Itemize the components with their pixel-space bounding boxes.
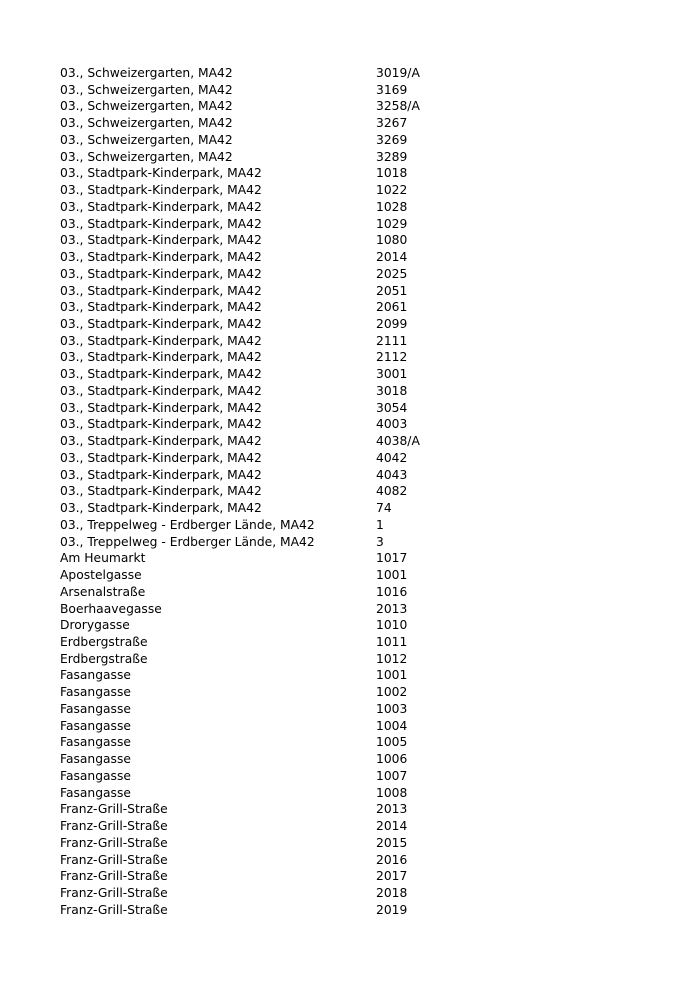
list-row	[60, 567, 660, 584]
location-name: 03., Schweizergarten, MA42	[60, 66, 233, 80]
location-name: 03., Treppelweg - Erdberger Lände, MA42	[60, 517, 315, 532]
location-number: 2014	[376, 819, 408, 834]
list-row	[60, 349, 660, 366]
location-number: 3	[376, 534, 384, 549]
location-name: 03., Schweizergarten, MA42	[60, 149, 233, 164]
list-row	[60, 283, 660, 300]
location-name: 03., Stadtpark-Kinderpark, MA42	[60, 250, 262, 265]
location-number: 2099	[376, 317, 408, 332]
location-name: Franz-Grill-Straße	[60, 902, 168, 917]
list-row	[60, 550, 660, 567]
list-row	[60, 483, 660, 500]
location-name: Fasangasse	[60, 718, 131, 733]
location-name: Boerhaavegasse	[60, 601, 162, 616]
list-row	[60, 751, 660, 768]
list-row	[60, 718, 660, 735]
list-row	[60, 852, 660, 869]
location-number: 4043	[376, 467, 408, 482]
location-number: 1029	[376, 216, 408, 231]
list-row	[60, 584, 660, 601]
location-name: Franz-Grill-Straße	[60, 819, 168, 834]
location-number: 1018	[376, 166, 408, 181]
location-number: 1022	[376, 183, 408, 198]
list-row	[60, 801, 660, 818]
list-row	[60, 517, 660, 534]
location-name: Franz-Grill-Straße	[60, 869, 168, 884]
location-number: 3019/A	[376, 66, 420, 80]
location-number: 2025	[376, 266, 408, 281]
location-name: Fasangasse	[60, 785, 131, 800]
location-name: 03., Stadtpark-Kinderpark, MA42	[60, 216, 262, 231]
list-row	[60, 366, 660, 383]
location-name: 03., Stadtpark-Kinderpark, MA42	[60, 317, 262, 332]
location-number: 2017	[376, 869, 408, 884]
list-row	[60, 416, 660, 433]
list-row	[60, 232, 660, 249]
location-number: 1011	[376, 634, 408, 649]
location-number: 4082	[376, 484, 408, 499]
location-name: 03., Stadtpark-Kinderpark, MA42	[60, 283, 262, 298]
location-number: 3169	[376, 82, 408, 97]
list-row	[60, 132, 660, 149]
list-row	[60, 684, 660, 701]
list-row	[60, 383, 660, 400]
location-number: 2019	[376, 902, 408, 917]
location-number: 4003	[376, 417, 408, 432]
location-number: 1001	[376, 668, 408, 683]
location-name: 03., Schweizergarten, MA42	[60, 116, 233, 131]
location-number: 2051	[376, 283, 408, 298]
location-number: 2013	[376, 601, 408, 616]
list-row	[60, 667, 660, 684]
location-name: Fasangasse	[60, 768, 131, 783]
list-row	[60, 868, 660, 885]
list-row	[60, 316, 660, 333]
location-name: 03., Stadtpark-Kinderpark, MA42	[60, 501, 262, 516]
location-name: Am Heumarkt	[60, 551, 146, 566]
list-row	[60, 785, 660, 802]
location-name: 03., Stadtpark-Kinderpark, MA42	[60, 266, 262, 281]
list-row	[60, 500, 660, 517]
list-row	[60, 333, 660, 350]
location-name: 03., Stadtpark-Kinderpark, MA42	[60, 233, 262, 248]
location-name: Fasangasse	[60, 685, 131, 700]
location-name: 03., Schweizergarten, MA42	[60, 99, 233, 114]
location-number: 2015	[376, 835, 408, 850]
location-number: 1002	[376, 685, 408, 700]
list-row	[60, 617, 660, 634]
location-name: 03., Stadtpark-Kinderpark, MA42	[60, 484, 262, 499]
location-name: 03., Stadtpark-Kinderpark, MA42	[60, 350, 262, 365]
location-number: 2112	[376, 350, 408, 365]
location-number: 2061	[376, 300, 408, 315]
location-number: 1004	[376, 718, 408, 733]
location-name: Apostelgasse	[60, 568, 142, 583]
location-name: Fasangasse	[60, 735, 131, 750]
list-row	[60, 400, 660, 417]
list-row	[60, 82, 660, 99]
location-number: 1028	[376, 199, 408, 214]
location-number-list	[60, 65, 660, 918]
location-name: 03., Stadtpark-Kinderpark, MA42	[60, 400, 262, 415]
list-row	[60, 216, 660, 233]
location-number: 3269	[376, 132, 408, 147]
list-row	[60, 182, 660, 199]
location-name: 03., Schweizergarten, MA42	[60, 82, 233, 97]
location-number: 4042	[376, 450, 408, 465]
location-number: 1005	[376, 735, 408, 750]
location-name: Franz-Grill-Straße	[60, 802, 168, 817]
location-number: 3001	[376, 367, 408, 382]
location-name: 03., Stadtpark-Kinderpark, MA42	[60, 434, 262, 449]
location-number: 74	[376, 501, 392, 516]
list-row	[60, 65, 660, 82]
location-number: 1080	[376, 233, 408, 248]
location-number: 3258/A	[376, 99, 420, 114]
location-number: 1007	[376, 768, 408, 783]
location-number: 3289	[376, 149, 408, 164]
location-name: Erdbergstraße	[60, 651, 148, 666]
location-number: 1	[376, 517, 384, 532]
location-number: 1001	[376, 568, 408, 583]
location-number: 2018	[376, 885, 408, 900]
location-name: 03., Stadtpark-Kinderpark, MA42	[60, 417, 262, 432]
location-name: 03., Stadtpark-Kinderpark, MA42	[60, 183, 262, 198]
list-row	[60, 902, 660, 919]
list-row	[60, 601, 660, 618]
location-name: Franz-Grill-Straße	[60, 885, 168, 900]
location-number: 2111	[376, 333, 408, 348]
list-row	[60, 651, 660, 668]
location-name: Fasangasse	[60, 701, 131, 716]
location-number: 2014	[376, 250, 408, 265]
location-number: 1012	[376, 651, 408, 666]
location-number: 3267	[376, 116, 408, 131]
location-name: 03., Stadtpark-Kinderpark, MA42	[60, 467, 262, 482]
list-row	[60, 165, 660, 182]
location-number: 1008	[376, 785, 408, 800]
location-name: 03., Stadtpark-Kinderpark, MA42	[60, 333, 262, 348]
location-number: 1016	[376, 584, 408, 599]
list-row	[60, 450, 660, 467]
location-name: 03., Stadtpark-Kinderpark, MA42	[60, 383, 262, 398]
location-number: 1006	[376, 752, 408, 767]
list-row	[60, 299, 660, 316]
location-name: 03., Stadtpark-Kinderpark, MA42	[60, 300, 262, 315]
list-row	[60, 768, 660, 785]
location-name: 03., Stadtpark-Kinderpark, MA42	[60, 367, 262, 382]
location-number: 1003	[376, 701, 408, 716]
list-row	[60, 467, 660, 484]
location-name: 03., Stadtpark-Kinderpark, MA42	[60, 199, 262, 214]
list-row	[60, 701, 660, 718]
location-name: 03., Schweizergarten, MA42	[60, 132, 233, 147]
location-name: Franz-Grill-Straße	[60, 835, 168, 850]
location-number: 2013	[376, 802, 408, 817]
list-row	[60, 149, 660, 166]
list-row	[60, 885, 660, 902]
list-row	[60, 734, 660, 751]
list-row	[60, 634, 660, 651]
location-name: Fasangasse	[60, 752, 131, 767]
location-name: 03., Stadtpark-Kinderpark, MA42	[60, 450, 262, 465]
location-name: Erdbergstraße	[60, 634, 148, 649]
list-row	[60, 818, 660, 835]
list-row	[60, 433, 660, 450]
location-number: 4038/A	[376, 434, 420, 449]
location-number: 1017	[376, 551, 408, 566]
list-row	[60, 98, 660, 115]
list-row	[60, 266, 660, 283]
list-row	[60, 199, 660, 216]
list-row	[60, 249, 660, 266]
location-number: 1010	[376, 618, 408, 633]
location-name: 03., Treppelweg - Erdberger Lände, MA42	[60, 534, 315, 549]
location-name: Fasangasse	[60, 668, 131, 683]
location-name: Franz-Grill-Straße	[60, 852, 168, 867]
list-row	[60, 115, 660, 132]
location-name: 03., Stadtpark-Kinderpark, MA42	[60, 166, 262, 181]
location-name: Drorygasse	[60, 618, 130, 633]
location-number: 3054	[376, 400, 408, 415]
list-row	[60, 835, 660, 852]
location-number: 3018	[376, 383, 408, 398]
list-row	[60, 534, 660, 551]
location-number: 2016	[376, 852, 408, 867]
location-name: Arsenalstraße	[60, 584, 146, 599]
